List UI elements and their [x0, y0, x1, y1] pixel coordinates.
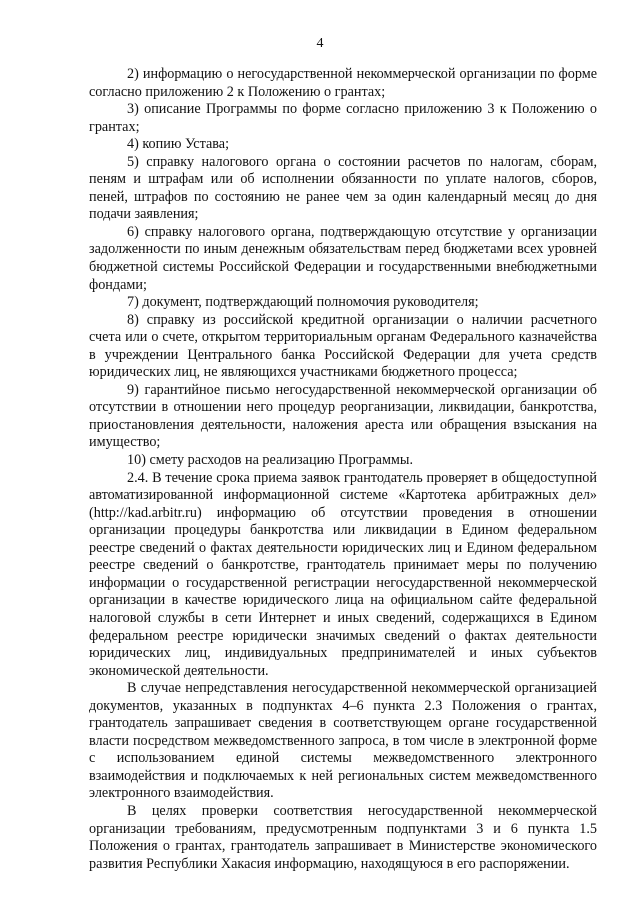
- paragraph-item-7: 7) документ, подтверждающий полномочия руководителя;: [127, 294, 479, 311]
- page-number: 4: [316, 36, 324, 51]
- paragraph-item-10: 10) смету расходов на реализацию Программы.: [127, 452, 413, 469]
- paragraph-item-5: 5) справку налогового органа о состоянии расчетов по налогам, сборам, пеням и штрафам или об исполнении обязанности по уплате налогов, сборов, пеней, штрафов по состоянию не ранее чем за один календарный месяц до дня подачи заявления;: [89, 153, 597, 223]
- paragraph-non-submission: В случае непредставления негосударственной некоммерческой организацией документов, указанных в подпунктах 4–6 пункта 2.3 Положения о грантах, грантодатель запрашивает сведения в соответствующем органе государственной власти посредством межведомственного запроса, в том числе в электронной форме с использованием единой системы межведомственного электронного взаимодействия и подключаемых к ней региональных систем межведомственного электронного взаимодействия.: [89, 680, 597, 802]
- paragraph-item-6: 6) справку налогового органа, подтверждающую отсутствие у организации задолженности по иным денежным обязательствам перед бюджетами всех уровней бюджетной системы Российской Федерации и государственными внебюджетными фондами;: [89, 223, 597, 293]
- paragraph-item-8: 8) справку из российской кредитной организации о наличии расчетного счета или о счете, открытом территориальным органам Федерального казначейства в учреждении Центрального банка Российской Федерации для учета средств юридических лиц, не являющихся участниками бюджетного процесса;: [89, 311, 597, 381]
- paragraph-item-4: 4) копию Устава;: [127, 136, 230, 153]
- paragraph-item-2: 2) информацию о негосударственной некоммерческой организации по форме согласно приложению 2 к Положению о грантах;: [89, 66, 597, 100]
- document-body: [89, 66, 597, 873]
- paragraph-item-3: 3) описание Программы по форме согласно приложению 3 к Положению о грантах;: [89, 101, 597, 135]
- paragraph-verification: В целях проверки соответствия негосударственной некоммерческой организации требованиям, предусмотренным подпунктами 3 и 6 пункта 1.5 Положения о грантах, грантодатель запрашивает в Министерстве экономического развития Республики Хакасия информацию, находящуюся в его распоряжении.: [89, 802, 597, 872]
- paragraph-section-2-4: 2.4. В течение срока приема заявок грантодатель проверяет в общедоступной автоматизированной информационной системе «Картотека арбитражных дел» (http://kad.arbitr.ru) информацию об отсутствии проведения в отношении организации процедуры банкротства или ликвидации в Едином федеральном реестре сведений о фактах деятельности юридических лиц и Едином федеральном реестре сведений о банкротстве, грантодатель принимает меры по получению информации о государственной регистрации негосударственной некоммерческой организации в качестве юридического лица на официальном сайте федеральной налоговой службы в сети Интернет и иных сведений, содержащихся в Едином федеральном реестре юридически значимых сведений о фактах деятельности юридических лиц, индивидуальных предпринимателей и иных субъектов экономической деятельности.: [89, 469, 597, 679]
- paragraph-item-9: 9) гарантийное письмо негосударственной некоммерческой организации об отсутствии в отношении него процедур реорганизации, ликвидации, банкротства, приостановления деятельности, наложения ареста или обращения взыскания на имущество;: [89, 381, 597, 451]
